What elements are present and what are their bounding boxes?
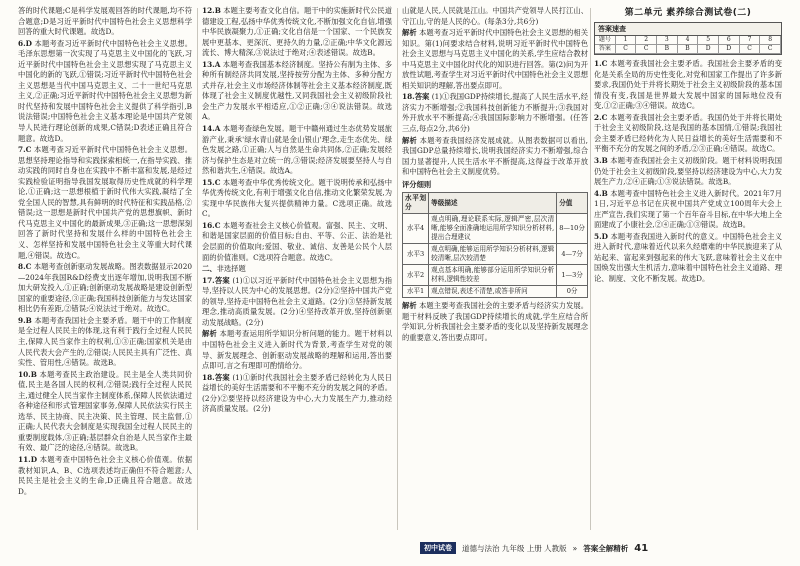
question-number: 7.C: [18, 145, 32, 155]
paragraph-text: 本题主要考查文化自信。题干中的实施新时代公民道德建设工程,弘扬中华优秀传统文化,不断加强文化自信,增强中华民族凝聚力,①正确;文化自信是一个国家、一个民族发展中更基本、更深沉、更持久的力量,②正确;中华文化源远流长、博大精深,③说法过于绝对;④表述错误。故选B。: [202, 6, 392, 58]
question-number: 13.A: [202, 59, 221, 69]
paragraph-text: 本题考查我国经济发展成就。从图表数据可以看出,我国GDP总量持续增长,说明我国经济实力不断增强,综合国力显著提升,人民生活水平不断提高,这得益于改革开放和中国特色社会主义制度优势。: [402, 135, 588, 177]
question-number: 9.B: [18, 315, 32, 325]
paragraph-text: 本题考查民主政治建设。民主是全人类共同价值,民主是各国人民的权利,②错误;践行全过程人民民主,通过健全人民当家作主制度体系,保障人民依法通过各种途径和形式管理国家事务,保障人民依法实行民主选举、民主协商、民主决策、民主管理、民主监督,①正确;人民代表大会制度是实现我国全过程人民民主的重要制度载体,③正确;基层群众自治是人民当家作主最有效、最广泛的途径,④错误。故选B。: [18, 369, 192, 453]
answer-box-title: 答案速查: [595, 23, 781, 37]
question-number: 6.D: [18, 38, 32, 48]
rubric-desc: 观点明确,能够运用所学知识分析材料,逻辑较清晰,层次较清楚: [429, 244, 557, 265]
question-number: 15.C: [202, 177, 221, 187]
answer-cell: 5: [698, 36, 719, 45]
answer-paragraph: [202, 60, 392, 123]
footer-label: 答案全解精析: [583, 543, 629, 553]
answer-paragraph: [18, 6, 192, 38]
paragraph-text: 本题考查习近平新时代中国特色社会主义思想。思想坚持理论指导和实践探索相统一,在指导实践、推动实践的同时自身也在实践中不断丰富和发展,是经过实践检验证明指导我国发展取得历史性成就的科学理论,①正确;这一思想根植于新时代伟大实践,凝结了全党全国人民的智慧,具有鲜明的时代特征和实践品格,②错误;这一思想是新时代中国共产党的思想旗帜、新时代马克思主义中国化的最新成果,③正确;这一思想深刻回答了新时代坚持和发展什么样的中国特色社会主义、怎样坚持和发展中国特色社会主义等重大时代课题,④错误。故选C。: [18, 145, 192, 260]
answer-paragraph: [202, 6, 392, 59]
rubric-score: 4—7分: [557, 244, 588, 265]
text-column-2: [202, 6, 392, 526]
paragraph-text: 答的时代课题;C是科学发展观回答的时代课题,均不符合题意;D是习近平新时代中国特色社会主义思想科学回答的重大时代课题。故选D。: [18, 6, 192, 37]
paragraph-text: 山就是人民,人民就是江山。中国共产党领导人民打江山、守江山,守的是人民的心。(每条3分,共6分): [402, 6, 588, 26]
answer-cell: 8: [760, 36, 781, 45]
paragraph-text: 本题考查社会主义核心价值观。富强、民主、文明、和谐是国家层面的价值目标;自由、平等、公正、法治是社会层面的价值取向;爱国、敬业、诚信、友善是公民个人层面的价值准则。C选项符合题意。故选C。: [202, 220, 392, 262]
rubric-header: 等级描述: [429, 193, 557, 214]
rubric-header: 分值: [557, 193, 588, 214]
answer-cell: D: [698, 45, 719, 54]
footer-separator: »: [572, 543, 578, 553]
rubric-title: 评分细则: [402, 179, 432, 189]
scoring-rubric-table: [402, 192, 588, 298]
answer-cell: 3: [657, 36, 678, 45]
section-title: 第二单元 素养综合测试卷(二): [624, 8, 752, 18]
answer-paragraph: [594, 156, 782, 188]
answer-cell: C: [740, 45, 761, 54]
answer-cell: 2: [636, 36, 657, 45]
text-column-1: [18, 6, 192, 526]
page-footer: [420, 541, 788, 555]
answer-paragraph: [594, 113, 782, 155]
brand-badge: 初中试卷: [420, 542, 456, 554]
paragraph-text: 本题考查我国社会主要矛盾。我国社会主要矛盾的变化是关系全局的历史性变化,对党和国家工作提出了许多新要求,我国仍处于并将长期处于社会主义初级阶段的基本国情没有变,我国是世界最大发展中国家的国际地位没有变,①②正确;③④错误。故选C。: [594, 59, 782, 111]
answer-paragraph: [202, 329, 392, 371]
answer-cell: C: [616, 45, 637, 54]
paragraph-text: 本题考查习近平新时代中国特色社会主义思想。毛泽东思想第一次实现了马克思主义中国化的飞跃,习近平新时代中国特色社会主义思想实现了马克思主义中国化的新的飞跃,①错误;习近平新时代中国特色社会主义思想是当代中国马克思主义、二十一世纪马克思主义,②正确;习近平新时代中国特色社会主义思想为新时代坚持和发展中国特色社会主义提供了科学指引,B说法错误;中国特色社会主义基本理论是中国共产党领导人民进行理论创新的成果,C错误;D表述正确且符合题意。故选D。: [18, 38, 192, 143]
answer-paragraph: [202, 124, 392, 177]
answer-paragraph: [18, 316, 192, 369]
rubric-level: 水平3: [403, 244, 429, 265]
answer-cell: 答案: [595, 45, 616, 54]
paragraph-text: 本题考查我国社会主义初级阶段。题干材料说明我国仍处于社会主义初级阶段,要坚持以经济建设为中心,大力发展生产力,②④正确;①③说法错误。故选B。: [594, 156, 782, 187]
paragraph-text: 本题考查习近平新时代中国特色社会主义思想的相关知识。第(1)问要求结合材料,说明习近平新时代中国特色社会主义思想与马克思主义中国化的关系,学生应结合教材中马克思主义中国化时代化的知识进行回答。第(2)问为开放性试题,考查学生对习近平新时代中国特色社会主义思想相关知识的理解,答出要点即可。: [402, 28, 588, 90]
paragraph-text: 本题考查我国进入新时代的意义。中国特色社会主义进入新时代,意味着近代以来久经磨难的中华民族迎来了从站起来、富起来到强起来的伟大飞跃,意味着社会主义在中国焕发出强大生机活力,意味着中国特色社会主义道路、理论、制度、文化不断发展。故选D。: [594, 231, 782, 284]
text-column-4: [594, 6, 782, 526]
column-divider: [197, 8, 198, 530]
answer-quick-check: [594, 22, 782, 56]
question-number: 18.答案: [202, 372, 230, 382]
paragraph-text: (1)①新时代我国社会主要矛盾已经转化为人民日益增长的美好生活需要和不平衡不充分的发展之间的矛盾。(2分)②要坚持以经济建设为中心,大力发展生产力,推动经济高质量发展。(2分): [202, 372, 392, 414]
answer-paragraph: [594, 189, 782, 231]
rubric-row: [403, 244, 588, 265]
rubric-score: 0分: [557, 286, 588, 298]
answer-paragraph: [402, 6, 588, 27]
answer-cell: 6: [719, 36, 740, 45]
paragraph-text: 本题考查中国特色社会主义核心价值观。依据教材知识,A、B、C选项表述均正确但不符合题意;人民民主是社会主义的生命,D正确且符合题意。故选D。: [18, 454, 192, 496]
question-number: 解析: [402, 28, 417, 38]
answer-paragraph: [18, 455, 192, 497]
answer-cell: C: [636, 45, 657, 54]
rubric-desc: 观点明确,理论联系实际,逻辑严密,层次清晰,能够全面准确地运用所学知识分析材料,提出合理建议: [429, 214, 557, 244]
rubric-score: 1—3分: [557, 265, 588, 286]
answer-paragraph: [202, 373, 392, 415]
section-tag: 二、: [202, 264, 217, 274]
answer-paragraph: [202, 276, 392, 329]
question-number: 2.C: [594, 112, 608, 122]
rubric-level: 水平2: [403, 265, 429, 286]
column-divider: [397, 8, 398, 530]
question-number: 5.D: [594, 231, 608, 241]
rubric-desc: 观点错误,表述不清楚,或答非所问: [429, 286, 557, 298]
paragraph-text: 本题考查运用所学知识分析问题的能力。题干材料以中国特色社会主义进入新时代为背景,考查学生对党的领导、新发展理念、创新驱动发展战略的理解和运用,答出要点即可,言之有理即可酌情给分。: [202, 329, 392, 371]
answer-paragraph: [402, 136, 588, 178]
answer-paragraph: [202, 264, 392, 275]
answer-paragraph: [594, 232, 782, 285]
answer-paragraph: [202, 178, 392, 220]
rubric-score: 8—10分: [557, 214, 588, 244]
paragraph-text: 本题考查中国特色社会主义进入新时代。2021年7月1日,习近平总书记在庆祝中国共产党成立100周年大会上庄严宣告,我们实现了第一个百年奋斗目标,在中华大地上全面建成了小康社会,②④正确;①③错误。故选B。: [594, 188, 782, 230]
answer-cell: B: [657, 45, 678, 54]
rubric-row: [403, 214, 588, 244]
paragraph-text: 本题考查中华优秀传统文化。题干说明传承和弘扬中华优秀传统文化,有利于增强文化自信,推动文化繁荣发展,为实现中华民族伟大复兴提供精神力量。C选项正确。故选C。: [202, 177, 392, 219]
rubric-level: 水平1: [403, 286, 429, 298]
text-column-3: [402, 6, 588, 526]
answer-paragraph: [402, 301, 588, 343]
question-number: 4.B: [594, 188, 608, 198]
answer-cell: 4: [678, 36, 699, 45]
answer-cell: 1: [616, 36, 637, 45]
question-number: 17.答案: [202, 275, 230, 285]
question-number: 1.C: [594, 59, 608, 69]
question-number: 11.D: [18, 454, 38, 464]
answer-paragraph: [202, 221, 392, 263]
answer-cell: B: [678, 45, 699, 54]
paragraph-text: 本题考查我国基本经济制度。坚持公有制为主体、多种所有制经济共同发展,坚持按劳分配为主体、多种分配方式并存,社会主义市场经济体制等社会主义基本经济制度,既体现了社会主义制度优越性,又同我国社会主义初级阶段社会生产力发展水平相适应,①②正确;③④说法错误。故选A。: [202, 59, 392, 122]
answer-paragraph: [18, 145, 192, 261]
answer-paragraph: [18, 262, 192, 315]
question-number: 8.C: [18, 262, 32, 272]
rubric-level: 水平4: [403, 214, 429, 244]
paragraph-text: 本题考查创新驱动发展战略。图表数据显示2020—2024年我国R&D经费支出逐年增加,说明我国不断加大研发投入,①正确;创新驱动发展战略是建设创新型国家的重要途径,③正确;我国科技创新能力与发达国家相比仍有差距,②错误;④说法过于绝对。故选C。: [18, 262, 192, 314]
question-number: 16.C: [202, 220, 221, 230]
subject-line: 道德与法治 九年级 上册 人教版: [462, 543, 567, 553]
answer-cell: D: [719, 45, 740, 54]
rubric-header: 水平划分: [403, 193, 429, 214]
answer-paragraph: [18, 39, 192, 144]
question-number: 18.答案: [402, 92, 430, 102]
answer-cell: C: [760, 45, 781, 54]
question-number: 10.B: [18, 369, 37, 379]
paragraph-text: 本题考查我国社会主要矛盾。题干中的工作制度是全过程人民民主的体现,这有利于践行全过程人民民主,保障人民当家作主的权利,①③正确;国家机关是由人民代表大会产生的,②错误;人民民主具有广泛性、真实性、管用性,④错误。故选B。: [18, 315, 192, 368]
paragraph-text: 本题主要考查我国社会的主要矛盾与经济实力发展。题干材料反映了我国GDP持续增长的成就,学生应结合所学知识,分析我国社会主要矛盾的变化以及坚持新发展理念的重要意义,答出要点即可。: [402, 301, 588, 342]
question-number: 3.B: [594, 156, 608, 166]
answer-paragraph: [18, 370, 192, 454]
paragraph-text: 本题考查我国社会主要矛盾。我国仍处于并将长期处于社会主义初级阶段,这是我国的基本国情,①错误;我国社会主要矛盾已经转化为人民日益增长的美好生活需要和不平衡不充分的发展之间的矛盾,②③正确;④错误。故选C。: [594, 112, 782, 154]
paragraph-text: (1)①以习近平新时代中国特色社会主义思想为指导,坚持以人民为中心的发展思想。(2分)②坚持中国共产党的领导,坚持走中国特色社会主义道路。(2分)③坚持新发展理念,推动高质量发展。(2分)④坚持改革开放,坚持创新驱动发展战略。(2分): [202, 275, 392, 327]
answer-paragraph: [402, 92, 588, 134]
question-number: 解析: [402, 301, 417, 311]
paragraph-text: 非选择题: [216, 264, 246, 274]
answer-cell: 7: [740, 36, 761, 45]
rubric-desc: 观点基本明确,能够部分运用所学知识分析材料,逻辑性较差: [429, 265, 557, 286]
answer-paragraph: [594, 59, 782, 112]
paragraph-text: (1)①我国GDP持续增长,提高了人民生活水平,经济实力不断增强;②我国科技创新能力不断提升;③我国对外开放水平不断提高;④我国国际影响力不断增强。(任答三点,每点2分,共6分): [402, 92, 588, 134]
question-number: 12.B: [202, 6, 221, 15]
answer-grid: [595, 36, 781, 54]
column-divider: [590, 8, 591, 530]
paragraph-text: 本题考查绿色发展。题干中赣州通过生态优势发展旅游产业,秉承'绿水青山就是金山银山'理念,走生态优先、绿色发展之路,①正确;人与自然是生命共同体,②正确;发展经济与保护生态是对立统一的,③错误;经济发展要坚持人与自然和谐共生,④错误。故选A。: [202, 124, 392, 176]
rubric-row: [403, 286, 588, 298]
rubric-row: [403, 265, 588, 286]
answer-paragraph: [402, 28, 588, 91]
answer-cell: 题号: [595, 36, 616, 45]
question-number: 解析: [402, 135, 418, 145]
question-number: 解析: [202, 329, 218, 339]
page-number: 41: [634, 542, 649, 554]
question-number: 14.A: [202, 124, 221, 134]
